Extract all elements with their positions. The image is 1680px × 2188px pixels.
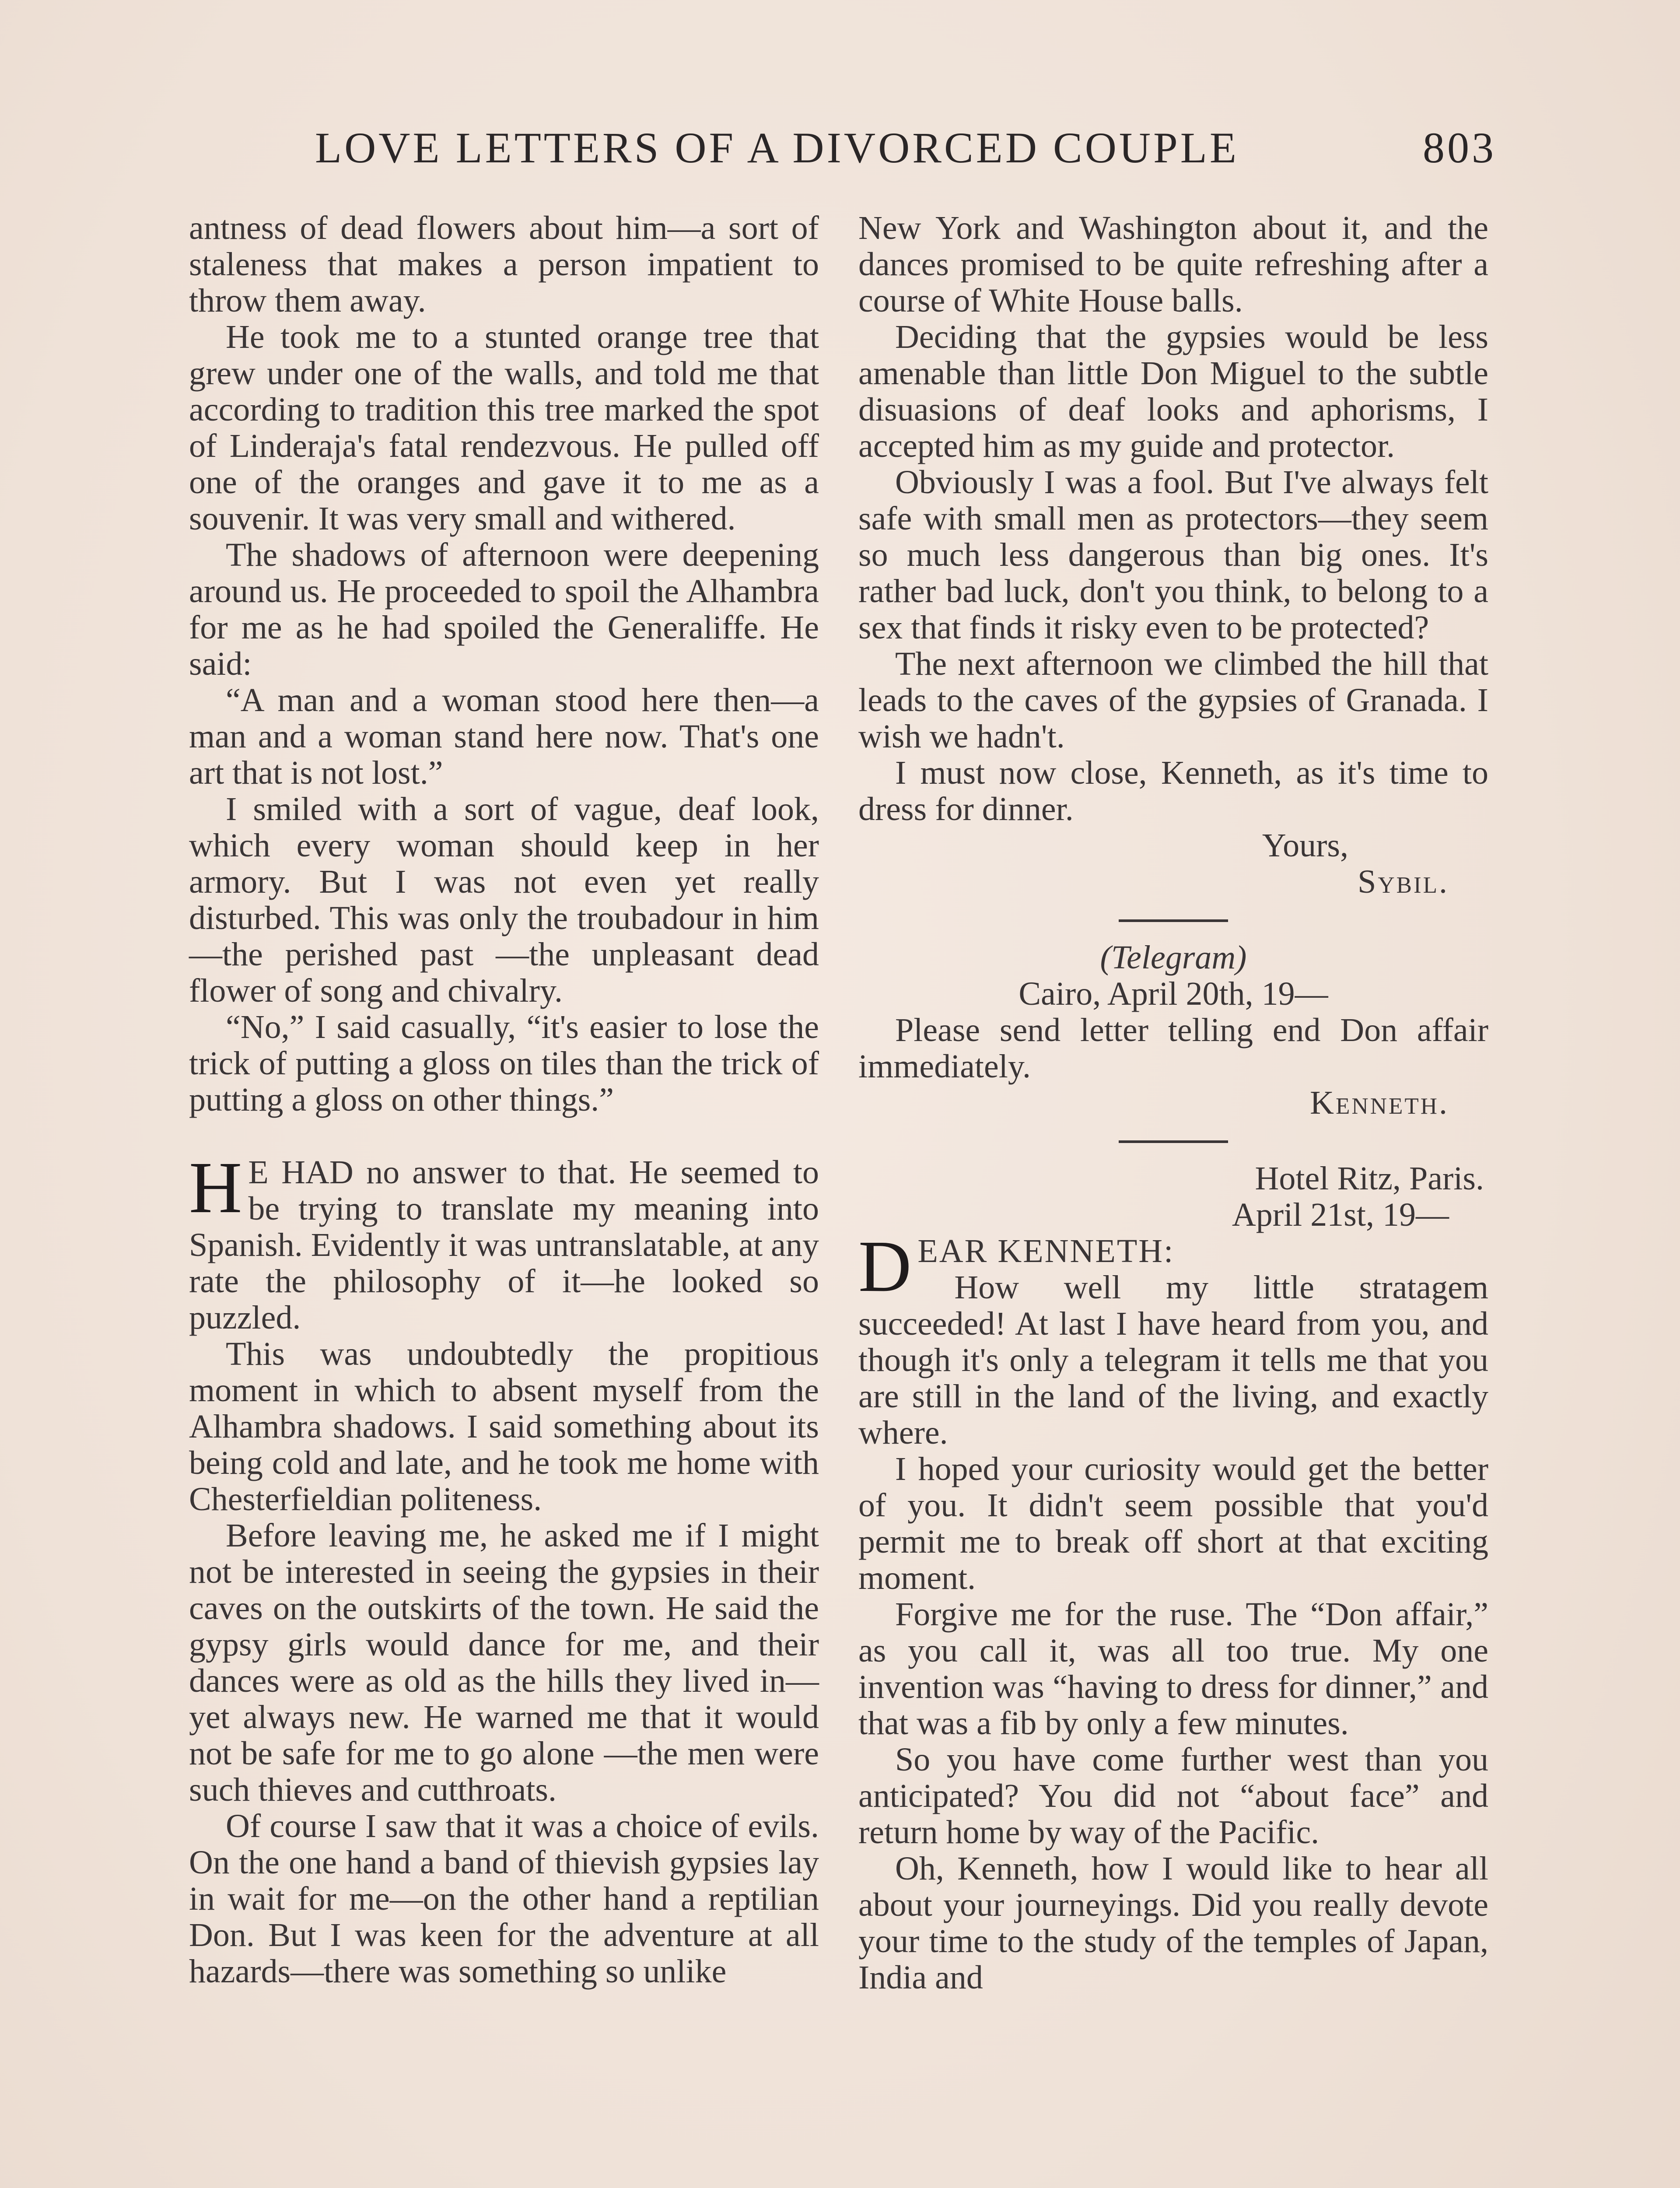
paragraph: How well my little stratagem succeeded! At last I have heard from you, and though it's only a telegram it tells me that you are still in the land of the living, and exactly where. bbox=[858, 1269, 1488, 1451]
letter-date: April 21st, 19— bbox=[1232, 1196, 1449, 1233]
paragraph: Obviously I was a fool. But I've always felt safe with small men as protectors—they seem so much less dangerous than big ones. It's rather bad luck, don't you think, to belong to a sex that finds it risky even to be protected? bbox=[858, 464, 1488, 646]
paragraph: “A man and a woman stood here then—a man and a woman stand here now. That's one art that is not lost.” bbox=[189, 682, 819, 791]
running-title: LOVE LETTERS OF A DIVORCED COUPLE bbox=[315, 123, 1239, 172]
left-column bbox=[189, 210, 819, 1990]
paragraph: This was undoubtedly the propitious moment in which to absent myself from the Alhambra shadows. I said something about its being cold and late, and he took me home with Chesterfieldian politeness. bbox=[189, 1336, 819, 1518]
section-divider bbox=[1119, 919, 1228, 922]
telegram-body: Please send letter telling end Don affair immediately. bbox=[858, 1012, 1488, 1085]
paragraph: The shadows of afternoon were deepening around us. He proceeded to spoil the Alhambra for me as he had spoiled the Generaliffe. He said: bbox=[189, 536, 819, 682]
letter-closing: Yours, bbox=[1262, 827, 1348, 864]
drop-cap: D bbox=[858, 1226, 912, 1307]
salutation-text: EAR KENNETH: bbox=[917, 1233, 1175, 1269]
letter-salutation bbox=[858, 1226, 1488, 1307]
section-divider bbox=[1119, 1140, 1228, 1143]
drop-cap: H bbox=[189, 1147, 242, 1228]
paragraph: “No,” I said casually, “it's easier to lose the trick of putting a gloss on tiles than the trick of putting a gloss on other things.” bbox=[189, 1009, 819, 1118]
letter-address: Hotel Ritz, Paris. bbox=[1255, 1160, 1484, 1197]
paragraph: Before leaving me, he asked me if I might not be interested in seeing the gypsies in their caves on the outskirts of the town. He said the gypsy girls would dance for me, and their dances were as old as the hills they lived in—yet always new. He warned me that it would not be safe for me to go alone —the men were such thieves and cutthroats. bbox=[189, 1517, 819, 1808]
paragraph: I smiled with a sort of vague, deaf look, which every woman should keep in her armory. But I was not even yet really disturbed. This was only the troubadour in him—the perished past —the unpleasant dead flower of song and chivalry. bbox=[189, 791, 819, 1009]
telegram-signature: Kenneth. bbox=[1310, 1084, 1449, 1121]
paragraph: I must now close, Kenneth, as it's time to dress for dinner. bbox=[858, 754, 1488, 828]
paragraph: Forgive me for the ruse. The “Don affair,” as you call it, was all too true. My one invention was “having to dress for dinner,” and that was a fib by only a few minutes. bbox=[858, 1596, 1488, 1742]
paragraph: The next afternoon we climbed the hill that leads to the caves of the gypsies of Granada. I wish we hadn't. bbox=[858, 645, 1488, 755]
paragraph: Deciding that the gypsies would be less amenable than little Don Miguel to the subtle disuasions of deaf looks and aphorisms, I accepted him as my guide and protector. bbox=[858, 319, 1488, 464]
telegram-dateline: Cairo, April 20th, 19— bbox=[1018, 975, 1328, 1012]
paragraph: Oh, Kenneth, how I would like to hear all about your journeyings. Did you really devote your time to the study of the temples of Japan, India and bbox=[858, 1850, 1488, 1996]
paragraph: He took me to a stunted orange tree that grew under one of the walls, and told me that according to tradition this tree marked the spot of Linderaja's fatal rendezvous. He pulled off one of the oranges and gave it to me as a souvenir. It was very small and withered. bbox=[189, 319, 819, 537]
running-header bbox=[315, 118, 1496, 179]
telegram-label: (Telegram) bbox=[1100, 939, 1247, 976]
paragraph: I hoped your curiosity would get the better of you. It didn't seem possible that you'd permit me to break off short at that exciting moment. bbox=[858, 1451, 1488, 1596]
page-number: 803 bbox=[1423, 123, 1496, 172]
letter-signature: Sybil. bbox=[1358, 863, 1449, 900]
paragraph: New York and Washington about it, and the dances promised to be quite refreshing after a course of White House balls. bbox=[858, 210, 1488, 319]
paragraph: antness of dead flowers about him—a sort of staleness that makes a person impatient to throw them away. bbox=[189, 210, 819, 319]
paragraph-text: E HAD no answer to that. He seemed to be trying to translate my meaning into Spanish. Evidently it was untranslatable, at any rate the philosophy of it—he looked so puzzled. bbox=[189, 1154, 819, 1336]
right-column bbox=[858, 210, 1488, 1996]
section-opening-paragraph bbox=[189, 1147, 819, 1336]
paragraph: Of course I saw that it was a choice of evils. On the one hand a band of thievish gypsies lay in wait for me—on the other hand a reptilian Don. But I was keen for the adventure at all hazards—there was something so unlike bbox=[189, 1808, 819, 1990]
paragraph: So you have come further west than you anticipated? You did not “about face” and return home by way of the Pacific. bbox=[858, 1741, 1488, 1851]
